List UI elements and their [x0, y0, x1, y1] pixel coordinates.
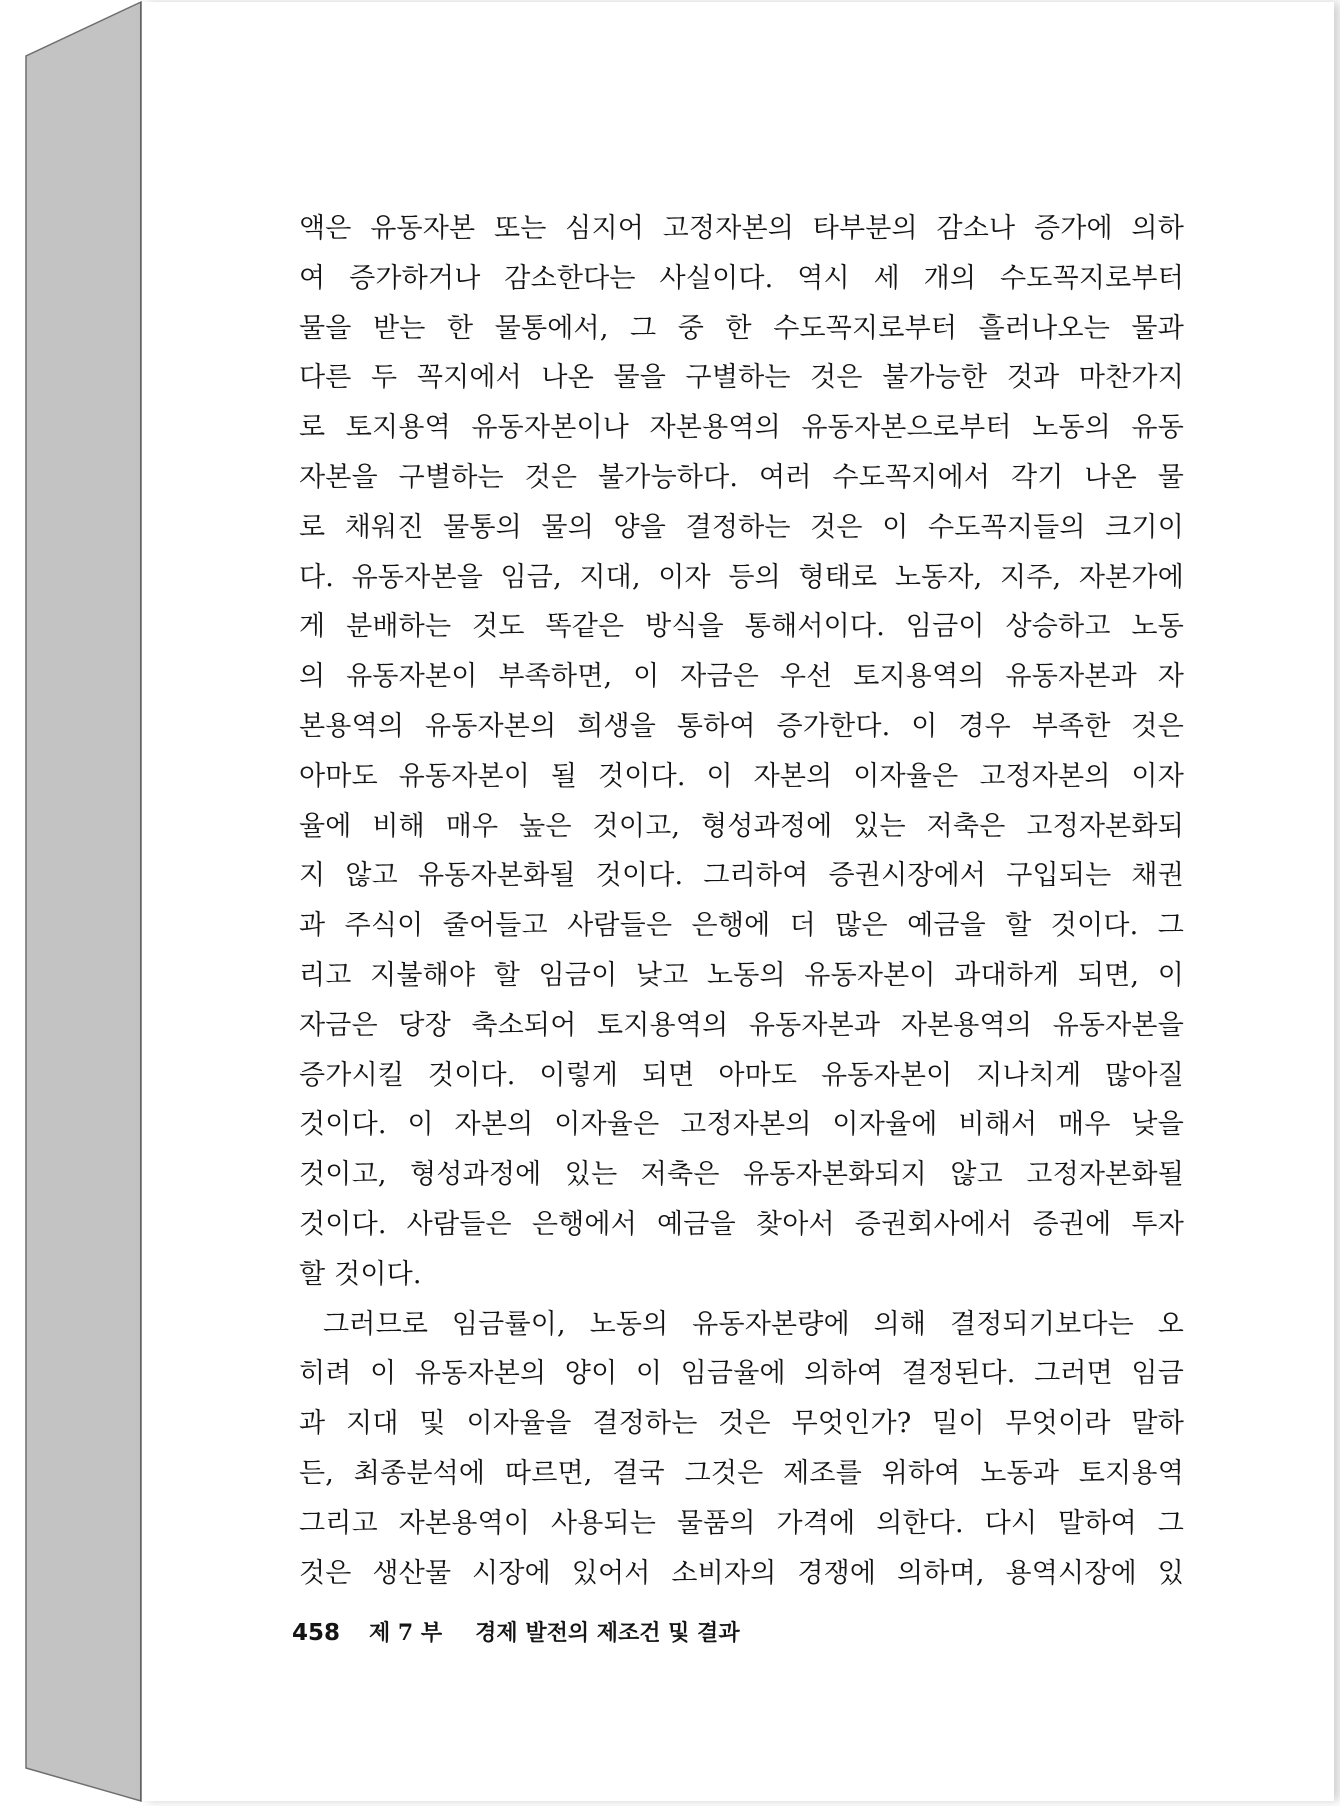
text-line: 것이고, 형성과정에 있는 저축은 유동자본화되지 않고 고정자본화될 [299, 1159, 1184, 1191]
page-number: 458 [292, 1620, 341, 1646]
body-text [299, 204, 1184, 1598]
text-line: 다. 유동자본을 임금, 지대, 이자 등의 형태로 노동자, 지주, 자본가에 [299, 561, 1184, 593]
text-line: 그리고 자본용역이 사용되는 물품의 가격에 의한다. 다시 말하여 그 [299, 1507, 1184, 1539]
text-line: 로 토지용역 유동자본이나 자본용역의 유동자본으로부터 노동의 유동 [299, 412, 1184, 444]
text-line: 다른 두 꼭지에서 나온 물을 구별하는 것은 불가능한 것과 마찬가지 [299, 362, 1184, 394]
text-line: 자본을 구별하는 것은 불가능하다. 여러 수도꼭지에서 각기 나온 물 [299, 461, 1184, 493]
text-line: 그러므로 임금률이, 노동의 유동자본량에 의해 결정되기보다는 오 [323, 1308, 1184, 1340]
text-line: 것이다. 사람들은 은행에서 예금을 찾아서 증권회사에서 증권에 투자 [299, 1208, 1184, 1240]
text-line: 리고 지불해야 할 임금이 낮고 노동의 유동자본이 과대하게 되면, 이 [299, 959, 1184, 991]
book-page [141, 2, 1334, 1801]
text-line: 게 분배하는 것도 똑같은 방식을 통해서이다. 임금이 상승하고 노동 [299, 611, 1184, 643]
text-line: 의 유동자본이 부족하면, 이 자금은 우선 토지용역의 유동자본과 자 [299, 661, 1184, 693]
text-line: 과 주식이 줄어들고 사람들은 은행에 더 많은 예금을 할 것이다. 그 [299, 910, 1184, 942]
text-line: 것이다. 이 자본의 이자율은 고정자본의 이자율에 비해서 매우 낮을 [299, 1109, 1184, 1141]
text-line: 과 지대 및 이자율을 결정하는 것은 무엇인가? 밀이 무엇이라 말하 [299, 1408, 1184, 1440]
chapter-title: 경제 발전의 제조건 및 결과 [475, 1620, 740, 1646]
text-line: 히려 이 유동자본의 양이 이 임금율에 의하여 결정된다. 그러면 임금 [299, 1358, 1184, 1390]
text-line: 증가시킬 것이다. 이렇게 되면 아마도 유동자본이 지나치게 많아질 [299, 1059, 1184, 1091]
text-line: 물을 받는 한 물통에서, 그 중 한 수도꼭지로부터 흘러나오는 물과 [299, 312, 1184, 344]
text-line: 율에 비해 매우 높은 것이고, 형성과정에 있는 저축은 고정자본화되 [299, 810, 1184, 842]
text-line: 자금은 당장 축소되어 토지용역의 유동자본과 자본용역의 유동자본을 [299, 1009, 1184, 1041]
text-line: 로 채워진 물통의 물의 양을 결정하는 것은 이 수도꼭지들의 크기이 [299, 511, 1184, 543]
text-line: 것은 생산물 시장에 있어서 소비자의 경쟁에 의하며, 용역시장에 있 [299, 1557, 1184, 1589]
text-line: 액은 유동자본 또는 심지어 고정자본의 타부분의 감소나 증가에 의하 [299, 213, 1184, 244]
text-line: 본용역의 유동자본의 희생을 통하여 증가한다. 이 경우 부족한 것은 [299, 710, 1184, 742]
text-line: 든, 최종분석에 따르면, 결국 그것은 제조를 위하여 노동과 토지용역 [299, 1457, 1184, 1489]
part-label: 제 7 부 [369, 1620, 443, 1646]
page-footer [292, 1616, 740, 1647]
text-line: 할 것이다. [299, 1258, 422, 1290]
text-line: 아마도 유동자본이 될 것이다. 이 자본의 이자율은 고정자본의 이자 [299, 760, 1184, 792]
text-line: 여 증가하거나 감소한다는 사실이다. 역시 세 개의 수도꼭지로부터 [299, 262, 1184, 294]
text-line: 지 않고 유동자본화될 것이다. 그리하여 증권시장에서 구입되는 채권 [299, 860, 1184, 892]
